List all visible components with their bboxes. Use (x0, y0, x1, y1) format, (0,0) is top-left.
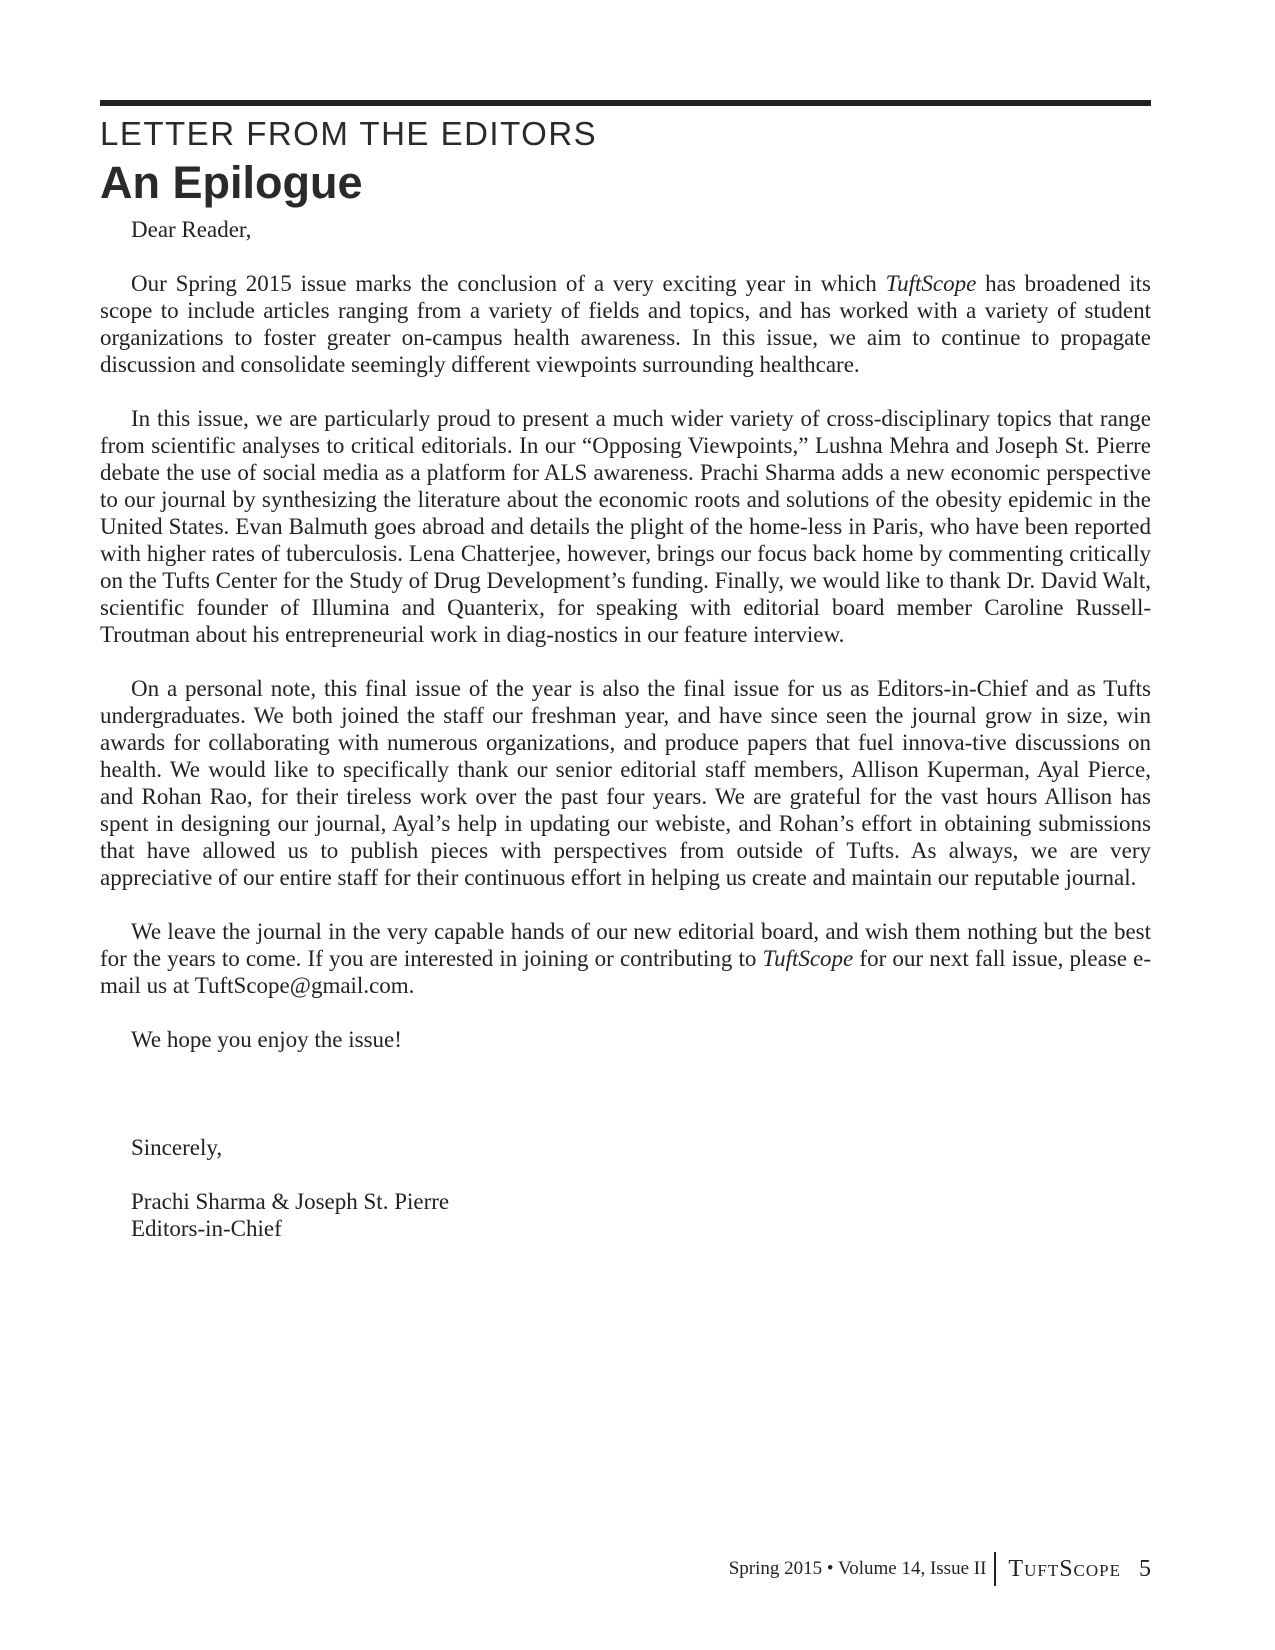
signers: Prachi Sharma & Joseph St. Pierre (131, 1189, 450, 1214)
closing-block (100, 1134, 1151, 1242)
salutation: Dear Reader, (131, 217, 252, 242)
page-footer (729, 1552, 1151, 1586)
paragraph-4-text-b: for our next fall issue, please e-mail us at TuftScope@gmail.com. (100, 946, 1151, 998)
footer-divider (994, 1552, 996, 1586)
paragraph-4 (100, 918, 1151, 999)
journal-name-italic: TuftScope (762, 946, 854, 971)
journal-brand: TuftScope (1008, 1555, 1121, 1582)
journal-name-italic: TuftScope (885, 271, 977, 296)
issue-info: Spring 2015 • Volume 14, Issue II (728, 1558, 987, 1579)
section-kicker: LETTER FROM THE EDITORS (100, 115, 598, 152)
page-title: An Epilogue (100, 157, 363, 208)
signer-title: Editors-in-Chief (131, 1216, 282, 1241)
letter-body (100, 216, 1151, 1242)
top-rule (100, 100, 1151, 106)
paragraph-1 (100, 270, 1151, 378)
page-content (100, 100, 1151, 1242)
paragraph-1-text-b: has broadened its scope to include articles ranging from a variety of fields and topics, and has worked with a variety of student organizations to foster greater on-campus health awareness. In this issue, we aim to continue to propagate discussion and consolidate seemingly different viewpoints surrounding healthcare. (100, 271, 1151, 377)
paragraph-5: We hope you enjoy the issue! (131, 1027, 402, 1052)
paragraph-3: On a personal note, this final issue of the year is also the final issue for us as Editors-in-Chief and as Tufts undergraduates. We both joined the staff our freshman year, and have since seen the journal grow in size, win awards for collaborating with numerous organizations, and produce papers that fuel innova-tive discussions on health. We would like to specifically thank our senior editorial staff members, Allison Kuperman, Ayal Pierce, and Rohan Rao, for their tireless work over the past four years. We are grateful for the vast hours Allison has spent in designing our journal, Ayal’s help in updating our webiste, and Rohan’s effort in obtaining submissions that have allowed us to publish pieces with perspectives from outside of Tufts. As always, we are very appreciative of our entire staff for their continuous effort in helping us create and maintain our reputable journal. (100, 676, 1151, 890)
paragraph-4-text-a: We leave the journal in the very capable hands of our new editorial board, and wish them nothing but the best for the years to come. If you are interested in joining or contributing to (100, 919, 1151, 971)
paragraph-1-text-a: Our Spring 2015 issue marks the conclusion of a very exciting year in which (131, 271, 886, 296)
page-number: 5 (1139, 1555, 1151, 1582)
closing: Sincerely, (131, 1135, 223, 1160)
paragraph-2: In this issue, we are particularly proud to present a much wider variety of cross-disciplinary topics that range from scientific analyses to critical editorials. In our “Opposing Viewpoints,” Lushna Mehra and Joseph St. Pierre debate the use of social media as a platform for ALS awareness. Prachi Sharma adds a new economic perspective to our journal by synthesizing the literature about the economic roots and solutions of the obesity epidemic in the United States. Evan Balmuth goes abroad and details the plight of the home-less in Paris, who have been reported with higher rates of tuberculosis. Lena Chatterjee, however, brings our focus back home by commenting critically on the Tufts Center for the Study of Drug Development’s funding. Finally, we would like to thank Dr. David Walt, scientific founder of Illumina and Quanterix, for speaking with editorial board member Caroline Russell-Troutman about his entrepreneurial work in diag-nostics in our feature interview. (100, 406, 1151, 647)
